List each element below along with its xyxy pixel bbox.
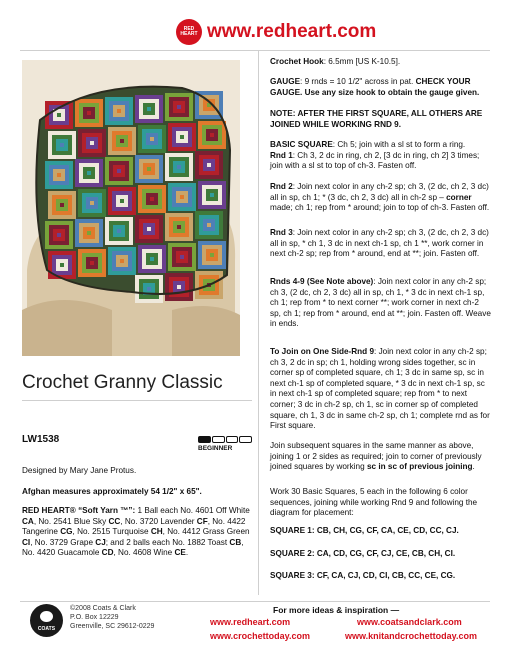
- yarn-text: 1 Ball each No. 4601 Off White: [135, 506, 250, 515]
- page-header: [0, 0, 510, 48]
- yarn-color-text: , No. 4422 Tangerine: [22, 516, 246, 537]
- yarn-color-text: , No. 2515 Turquoise: [72, 527, 151, 537]
- granny-square-ring: [180, 195, 184, 199]
- footer-divider: [20, 601, 490, 602]
- yarn-color-text: , No. 4420 Guacamole: [22, 537, 244, 558]
- granny-square-ring: [150, 137, 154, 141]
- granny-square-ring: [210, 133, 214, 137]
- afghan-photo: [22, 60, 240, 356]
- link-coatsandclark[interactable]: www.coatsandclark.com: [357, 617, 462, 627]
- yarn-color-code: CE: [174, 548, 186, 558]
- basic-square-text: : Ch 5; join with a sl st to form a ring.: [332, 140, 466, 149]
- granny-square-ring: [117, 229, 121, 233]
- rnd3-label: Rnd 3: [270, 228, 293, 237]
- square-sequence-1: SQUARE 1: CB, CH, CG, CF, CA, CE, CD, CC, CJ.: [270, 526, 459, 535]
- granny-square-ring: [147, 107, 151, 111]
- granny-square-ring: [57, 113, 61, 117]
- afghan-illustration: [22, 60, 240, 356]
- pattern-title: Crochet Granny Classic: [22, 372, 223, 393]
- yarn-color-code: CF: [196, 516, 208, 526]
- rnd2-text-a: : Join next color in any ch-2 sp; ch 3, (2 dc, ch 2, 3 dc) all in sp, ch 1; * (3 dc, ch 2, 3 dc) all in ch-2 sp –: [270, 182, 489, 202]
- skill-level-indicator: [198, 436, 252, 452]
- yarn-color-code: CA: [22, 516, 34, 526]
- hook-info: [270, 57, 492, 68]
- gauge-label: GAUGE: [270, 77, 301, 86]
- granny-square-ring: [177, 225, 181, 229]
- site-url-link[interactable]: www.redheart.com: [207, 21, 377, 42]
- basic-square-section: [270, 140, 492, 172]
- skill-level-label: BEGINNER: [198, 445, 233, 452]
- skill-level-boxes: [198, 436, 252, 443]
- yarn-color-text: , No. 4412 Grass Green: [162, 527, 250, 537]
- work-instructions: Work 30 Basic Squares, 5 each in the following 6 color sequences, joining while working Rnd 9 and following the diagram for placement:: [270, 487, 478, 518]
- granny-square-ring: [207, 163, 211, 167]
- granny-square-ring: [60, 203, 64, 207]
- granny-square-ring: [147, 227, 151, 231]
- square-sequence-2: SQUARE 2: CA, CD, CG, CF, CJ, CE, CB, CH, CI.: [270, 549, 456, 558]
- granny-square-ring: [180, 255, 184, 259]
- hook-label: Crochet Hook: [270, 57, 324, 66]
- granny-square-ring: [150, 257, 154, 261]
- column-divider: [258, 50, 259, 595]
- rnd2-text-b: made; ch 1; rep from * around; join to top of ch-3. Fasten off.: [270, 203, 490, 213]
- skill-box-2: [212, 436, 225, 443]
- granny-square-ring: [177, 285, 181, 289]
- logo-text-red: RED: [183, 26, 195, 32]
- subsequent-bold: sc in sc of previous joining: [366, 462, 473, 472]
- skill-box-1: [198, 436, 211, 443]
- granny-square-ring: [57, 233, 61, 237]
- coats-logo-text: COATS: [37, 626, 56, 632]
- yarn-label: RED HEART® “Soft Yarn ™”:: [22, 506, 136, 515]
- join-section: [270, 347, 492, 432]
- coats-logo: [30, 604, 63, 637]
- granny-square-ring: [150, 197, 154, 201]
- yarn-color-text: , No. 4608 Wine: [113, 548, 175, 558]
- granny-square-ring: [57, 173, 61, 177]
- note-text: NOTE: AFTER THE FIRST SQUARE, ALL OTHERS ARE JOINED WHILE WORKING RND 9.: [270, 109, 483, 129]
- yarn-color-code: CB: [229, 537, 242, 547]
- granny-square-ring: [90, 141, 94, 145]
- join-label: To Join on One Side-Rnd 9: [270, 347, 375, 356]
- rnd1-label: Rnd 1: [270, 150, 293, 160]
- yarn-color-code: CJ: [95, 537, 106, 547]
- gauge-text: : 9 rnds = 10 1/2" across in pat.: [300, 77, 416, 86]
- address-line-3: Greenville, SC 29612-0229: [70, 623, 155, 630]
- granny-square-ring: [60, 143, 64, 147]
- granny-square-ring: [210, 193, 214, 197]
- granny-square-ring: [177, 105, 181, 109]
- address-line-1: ©2008 Coats & Clark: [70, 605, 136, 612]
- yarn-color-code: CD: [101, 548, 114, 558]
- granny-square-ring: [87, 171, 91, 175]
- granny-square-ring: [147, 287, 151, 291]
- link-redheart[interactable]: www.redheart.com: [210, 617, 291, 627]
- yarn-color-text: , No. 3729 Grape: [30, 537, 96, 547]
- rnd2-label: Rnd 2: [270, 182, 293, 191]
- gauge-info: [270, 77, 492, 98]
- link-crochettoday[interactable]: www.crochettoday.com: [210, 631, 311, 641]
- rnd2-section: [270, 182, 492, 214]
- yarn-color-code: CH: [150, 527, 163, 537]
- logo-text-heart: HEART: [180, 31, 198, 37]
- rnd1-text: : Ch 3, 2 dc in ring, ch 2, [3 dc in ring, ch 2] 3 times; join with a sl st to top of ch-3. Fasten off.: [270, 150, 480, 171]
- granny-square-ring: [210, 253, 214, 257]
- yarn-items: [22, 517, 250, 558]
- rnd2-corner: corner: [446, 192, 472, 202]
- header-divider: [20, 50, 490, 51]
- granny-square-ring: [180, 135, 184, 139]
- granny-square-ring: [177, 165, 181, 169]
- granny-square-ring: [120, 139, 124, 143]
- yarn-color-code: CC: [108, 516, 121, 526]
- red-heart-logo[interactable]: [176, 19, 202, 45]
- gauge-check: CHECK YOUR GAUGE. Use any size hook to obtain the gauge given.: [270, 77, 480, 97]
- more-ideas-heading: For more ideas & inspiration —: [273, 605, 400, 615]
- rnd3-section: [270, 228, 492, 260]
- yarn-color-text: ; and 2 balls each No. 1882 Toast: [105, 537, 230, 547]
- rnd3-text: : Join next color in any ch-2 sp; ch 3, (2 dc, ch 2, 3 dc) all in sp, * ch 1, 3 dc in next ch-1 sp, ch 1 **, work corner in next ch-2 sp; rep from * around, end at **; join. Fasten off.: [270, 228, 489, 259]
- yarn-materials: [22, 506, 254, 559]
- granny-square-ring: [207, 223, 211, 227]
- subsequent-squares: [270, 441, 492, 473]
- granny-square-ring: [87, 231, 91, 235]
- rnds-4-9-label: Rnds 4-9 (See Note above): [270, 277, 374, 286]
- company-address: [70, 604, 154, 631]
- subsequent-end: .: [472, 462, 475, 472]
- granny-square-ring: [60, 263, 64, 267]
- subsequent-text: Join subsequent squares in the same manner as above, joining 1 or 2 sides as required; join to corner of previously joined squares by working: [270, 441, 482, 472]
- yarn-color-text: , No. 3720 Lavender: [120, 516, 197, 526]
- rnds-4-9-text: : Join next color in any ch-2 sp; ch 3, (2 dc, ch 2, 3 dc) all in sp, ch 1, * 3 dc in next ch-1 sp, ch 1; rep from * to next corner **; work corner in next ch-2 sp, ch 1; rep from * around, end at **; join. Fasten off. Weave in ends.: [270, 277, 491, 329]
- afghan-measurement: Afghan measures approximately 54 1/2" x 65".: [22, 487, 202, 496]
- granny-square-ring: [120, 199, 124, 203]
- granny-square-ring: [117, 109, 121, 113]
- granny-square-ring: [87, 111, 91, 115]
- rnds-4-9-section: [270, 277, 492, 330]
- granny-square-ring: [117, 169, 121, 173]
- yarn-color-text: , No. 2541 Blue Sky: [33, 516, 109, 526]
- join-text: : Join next color in any ch-2 sp; ch 3, 2 dc in sp; ch 1, holding wrong sides together, sc in corner sp of completed square, ch 1; 3 dc in same sp, sc in next ch-1 sp of completed square, * 3 dc in next ch-1 sp, sc in next ch-1 sp of completed square; rep from * to next corner; 3 dc in ch-2 sp, ch 1, sc in corner sp of completed square, ch 1, 3 dc in same ch-2 sp, ch 1; complete rnd as for First square.: [270, 347, 490, 431]
- basic-square-label: BASIC SQUARE: [270, 140, 333, 149]
- square-sequence-3: SQUARE 3: CF, CA, CJ, CD, CI, CB, CC, CE, CG.: [270, 571, 456, 580]
- granny-square-ring: [147, 167, 151, 171]
- skill-box-4: [239, 436, 252, 443]
- address-line-2: P.O. Box 12229: [70, 614, 119, 621]
- title-divider: [22, 400, 252, 401]
- yarn-color-code: CG: [60, 527, 73, 537]
- yarn-color-text: .: [185, 548, 189, 558]
- skill-box-3: [226, 436, 239, 443]
- hook-text: : 6.5mm [US K-10.5].: [323, 57, 401, 66]
- granny-square-ring: [90, 201, 94, 205]
- yarn-color-code: CI: [22, 537, 31, 547]
- pattern-code: LW1538: [22, 434, 60, 445]
- link-knitandcrochettoday[interactable]: www.knitandcrochettoday.com: [345, 631, 478, 641]
- granny-square-ring: [90, 261, 94, 265]
- granny-square-ring: [120, 259, 124, 263]
- designer-credit: Designed by Mary Jane Protus.: [22, 466, 137, 475]
